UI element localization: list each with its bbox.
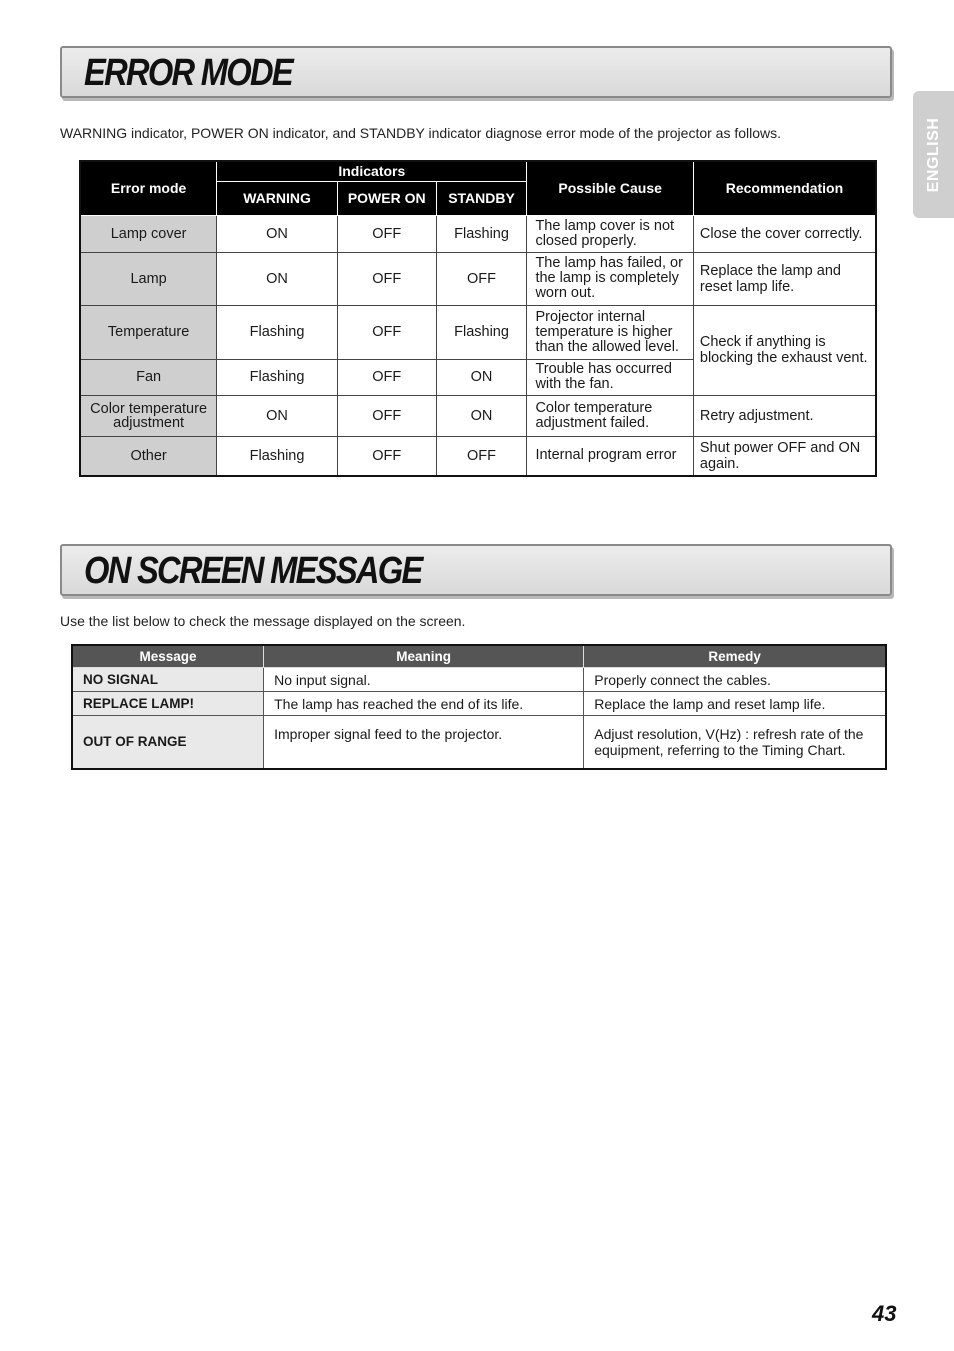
possible-cause-cell: The lamp has failed, or the lamp is completely worn out. bbox=[527, 252, 693, 305]
possible-cause-cell: Internal program error bbox=[527, 436, 693, 476]
power-on-cell: OFF bbox=[337, 252, 436, 305]
on-screen-message-banner bbox=[60, 544, 892, 596]
power-on-cell: OFF bbox=[337, 436, 436, 476]
error-mode-banner bbox=[60, 46, 892, 98]
meaning-cell: Improper signal feed to the projector. bbox=[264, 716, 584, 769]
warning-cell: ON bbox=[217, 215, 338, 252]
meaning-cell: No input signal. bbox=[264, 668, 584, 692]
warning-cell: Flashing bbox=[217, 436, 338, 476]
warning-cell: ON bbox=[217, 395, 338, 436]
standby-cell: Flashing bbox=[436, 305, 527, 359]
language-side-tab bbox=[913, 91, 954, 218]
message-cell: REPLACE LAMP! bbox=[72, 692, 264, 716]
standby-cell: OFF bbox=[436, 436, 527, 476]
possible-cause-cell: The lamp cover is not closed properly. bbox=[527, 215, 693, 252]
table-row bbox=[80, 436, 876, 476]
error-mode-intro: WARNING indicator, POWER ON indicator, and STANDBY indicator diagnose error mode of the projector as follows. bbox=[60, 125, 782, 141]
power-on-cell: OFF bbox=[337, 359, 436, 395]
error-mode-cell: Fan bbox=[80, 359, 217, 395]
error-mode-cell: Lamp bbox=[80, 252, 217, 305]
standby-cell: ON bbox=[436, 359, 527, 395]
possible-cause-cell: Color temperature adjustment failed. bbox=[527, 395, 693, 436]
table-row bbox=[72, 692, 886, 716]
header-standby: STANDBY bbox=[436, 181, 527, 215]
header-indicators: Indicators bbox=[217, 161, 527, 181]
recommendation-cell: Retry adjustment. bbox=[693, 395, 876, 436]
error-mode-title: ERROR MODE bbox=[84, 52, 292, 94]
power-on-cell: OFF bbox=[337, 305, 436, 359]
header-possible-cause: Possible Cause bbox=[527, 161, 693, 215]
error-mode-cell: Temperature bbox=[80, 305, 217, 359]
error-mode-table bbox=[79, 160, 877, 477]
recommendation-cell: Replace the lamp and reset lamp life. bbox=[693, 252, 876, 305]
header-recommendation: Recommendation bbox=[693, 161, 876, 215]
standby-cell: Flashing bbox=[436, 215, 527, 252]
error-mode-cell: Other bbox=[80, 436, 217, 476]
error-mode-cell: Lamp cover bbox=[80, 215, 217, 252]
on-screen-message-intro: Use the list below to check the message displayed on the screen. bbox=[60, 613, 466, 629]
table-row bbox=[80, 305, 876, 359]
meaning-cell: The lamp has reached the end of its life. bbox=[264, 692, 584, 716]
table-row bbox=[80, 215, 876, 252]
remedy-cell: Replace the lamp and reset lamp life. bbox=[584, 692, 886, 716]
header-error-mode: Error mode bbox=[80, 161, 217, 215]
table-row bbox=[72, 716, 886, 769]
header-power-on: POWER ON bbox=[337, 181, 436, 215]
standby-cell: ON bbox=[436, 395, 527, 436]
on-screen-message-table bbox=[71, 644, 887, 770]
recommendation-cell: Check if anything is blocking the exhaust vent. bbox=[693, 305, 876, 395]
recommendation-cell: Shut power OFF and ON again. bbox=[693, 436, 876, 476]
on-screen-message-title: ON SCREEN MESSAGE bbox=[84, 550, 422, 592]
language-label: ENGLISH bbox=[924, 117, 942, 192]
power-on-cell: OFF bbox=[337, 215, 436, 252]
warning-cell: ON bbox=[217, 252, 338, 305]
header-remedy: Remedy bbox=[584, 645, 886, 668]
warning-cell: Flashing bbox=[217, 359, 338, 395]
message-cell: NO SIGNAL bbox=[72, 668, 264, 692]
recommendation-cell: Close the cover correctly. bbox=[693, 215, 876, 252]
table-row bbox=[80, 395, 876, 436]
header-message: Message bbox=[72, 645, 264, 668]
possible-cause-cell: Trouble has occurred with the fan. bbox=[527, 359, 693, 395]
table-row bbox=[72, 668, 886, 692]
warning-cell: Flashing bbox=[217, 305, 338, 359]
header-warning: WARNING bbox=[217, 181, 338, 215]
error-mode-cell: Color temperature adjustment bbox=[80, 395, 217, 436]
remedy-cell: Adjust resolution, V(Hz) : refresh rate of the equipment, referring to the Timing Chart. bbox=[584, 716, 886, 769]
remedy-cell: Properly connect the cables. bbox=[584, 668, 886, 692]
page-number: 43 bbox=[872, 1301, 897, 1326]
power-on-cell: OFF bbox=[337, 395, 436, 436]
message-cell: OUT OF RANGE bbox=[72, 716, 264, 769]
table-row bbox=[80, 252, 876, 305]
standby-cell: OFF bbox=[436, 252, 527, 305]
header-meaning: Meaning bbox=[264, 645, 584, 668]
possible-cause-cell: Projector internal temperature is higher than the allowed level. bbox=[527, 305, 693, 359]
